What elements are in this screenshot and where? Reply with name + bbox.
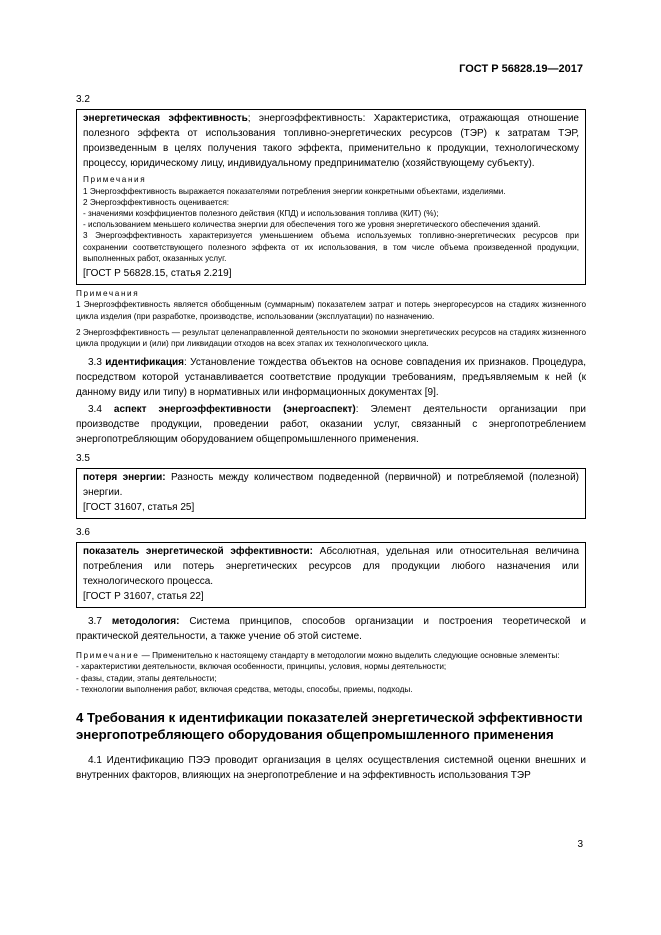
term-definition-3-2 xyxy=(83,111,579,171)
page-number: 3 xyxy=(577,839,583,850)
clause-number-3-5: 3.5 xyxy=(76,453,90,465)
outer-note-item: 2 Энергоэффективность — результат целенаправленной деятельности по экономии энергетических ресурсов на стадиях жизненного цикла продукции и (или) при ликвидации отходов на всех этапах их технологического цикла. xyxy=(76,327,586,349)
term-box-3-5 xyxy=(76,468,586,519)
definition-3-6: Абсолютная, удельная или относительная величина потребления или потерь энергетических ресурсов для продукции любого назначения или технологического процесса. xyxy=(83,546,579,588)
page-content xyxy=(76,88,586,783)
reference-3-6: [ГОСТ Р 31607, статья 22] xyxy=(83,591,204,603)
term-3-2: энергетическая эффективность xyxy=(83,113,248,124)
note-3-7 xyxy=(76,650,586,661)
note-item: - использованием меньшего количества энергии для обеспечения того же уровня энергетического обеспечения зданий. xyxy=(83,220,541,230)
clause-number-3-7: 3.7 xyxy=(88,616,102,628)
definition-3-3: : Установление тождества объектов на основе совпадения их признаков. Процедура, посредством которой устанавливается соответствие продукции требованиям, предъявляемым к ней (к данному виду или типу) в нормативных или информационных документах [9]. xyxy=(76,357,587,399)
document-id: ГОСТ Р 56828.19—2017 xyxy=(459,63,583,75)
clause-number-3-4: 3.4 xyxy=(88,404,102,416)
notes-heading-3-2: Примечания xyxy=(83,175,147,184)
note-item: - технологии выполнения работ, включая средства, методы, способы, приемы, подходы. xyxy=(76,684,413,694)
definition-3-2: ; энергоэффективность: Характеристика, отражающая отношение полезного эффекта от использования топливно-энергетических ресурсов (ТЭР) к затратам ТЭР, произведенным в целях получения такого эффекта, применительно к продукции, технологическому процессу, юридическому лицу, индивидуальному предпринимателю (хозяйствующему субъекту). xyxy=(83,113,579,169)
clause-number-3-3: 3.3 xyxy=(88,357,102,369)
term-box-3-2 xyxy=(76,109,586,285)
clause-3-7 xyxy=(76,614,586,644)
note-item: - значениями коэффициентов полезного действия (КПД) и использования топлива (КИТ) (%); xyxy=(83,208,439,218)
note-item: 1 Энергоэффективность выражается показателями потребления энергии конкретными объектами, изделиями. xyxy=(83,186,506,196)
term-3-3: идентификация xyxy=(105,357,185,369)
term-3-7: методология: xyxy=(111,616,180,628)
reference-3-5: [ГОСТ 31607, статья 25] xyxy=(83,502,195,514)
definition-3-7: Система принципов, способов организации и построения теоретической и практической деятельности, а также учение об этой системе. xyxy=(76,616,587,643)
note-heading-3-7: Примечание xyxy=(76,651,140,661)
outer-note-item: 1 Энергоэффективность является обобщенным (суммарным) показателем затрат и потерь энергоресурсов на стадиях жизненного цикла изделия (при разработке, производстве, использовании (эксплуатации) по назначению. xyxy=(76,300,586,321)
note-item: 2 Энергоэффективность оценивается: xyxy=(83,197,230,207)
clause-3-3 xyxy=(76,355,586,400)
definition-3-4: : Элемент деятельности организации при производстве продукции, проведении работ, оказании услуг, связанный с энергопотреблением энергопотребляющим оборудованием общепромышленного применения. xyxy=(76,404,586,446)
term-3-4: аспект энергоэффективности (энергоаспект) xyxy=(113,404,356,416)
section-4-title: 4 Требования к идентификации показателей энергетической эффективности энергопотребляющего оборудования общепромышленного применения xyxy=(76,710,583,743)
note-text-3-7: — Применительно к настоящему стандарту в методологии можно выделить следующие основные элементы: xyxy=(139,651,560,661)
clause-3-4 xyxy=(76,402,586,447)
term-box-3-6 xyxy=(76,542,586,608)
term-3-5: потеря энергии: xyxy=(83,472,166,484)
outer-notes-heading: Примечания xyxy=(76,288,140,298)
note-item: 3 Энергоэффективность характеризуется уменьшением объема используемых топливно-энергетических ресурсов при сохранении соответствующего полезного эффекта от их использования, в том числе объема произведенной продукции, выполненных работ, оказанных услуг. xyxy=(83,231,579,263)
note-item: - фазы, стадии, этапы деятельности; xyxy=(76,673,217,683)
reference-3-2: [ГОСТ Р 56828.15, статья 2.219] xyxy=(83,267,232,279)
clause-4-1: 4.1 Идентификацию ПЭЭ проводит организация в целях осуществления системной оценки внешних и внутренних факторов, влияющих на энергопотребление и на эффективность использования ТЭР xyxy=(76,755,586,782)
clause-number-3-6: 3.6 xyxy=(76,527,90,539)
term-3-6: показатель энергетической эффективности: xyxy=(83,546,313,558)
note-item: - характеристики деятельности, включая особенности, принципы, условия, нормы деятельности; xyxy=(76,662,447,672)
clause-number-3-2: 3.2 xyxy=(76,94,90,105)
term-definition-3-5 xyxy=(83,470,579,500)
definition-3-5: Разность между количеством подведенной (первичной) и потребляемой (полезной) энергии. xyxy=(83,472,579,499)
term-definition-3-6 xyxy=(83,544,579,589)
